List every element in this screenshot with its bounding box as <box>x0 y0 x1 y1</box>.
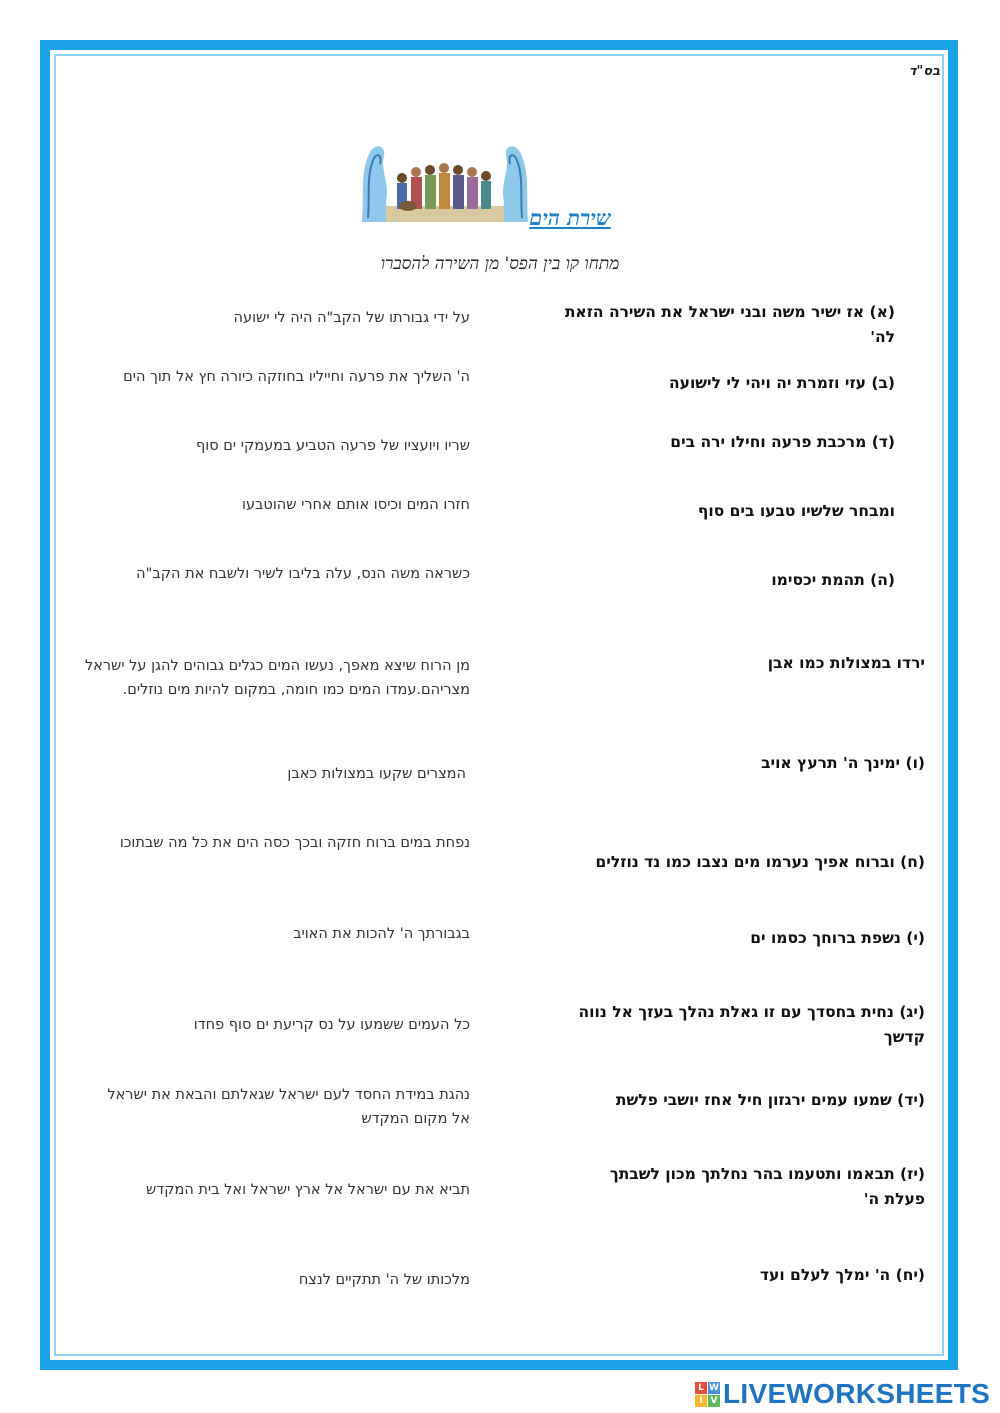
verse-13[interactable]: (יח) ה' ימלך לעלם ועד <box>759 1266 925 1284</box>
explanation-1[interactable]: על ידי גבורתו של הקב"ה היה לי ישועה <box>233 310 470 326</box>
verse-12[interactable]: (יז) תבאמו ותטעמו בהר נחלתך מכון לשבתך פעלת ה' <box>609 1165 925 1208</box>
page-border-inner <box>54 54 944 1356</box>
verse-8[interactable]: (ח) וברוח אפיך נערמו מים נצבו כמו נד נוזלים <box>595 853 925 871</box>
explanation-10[interactable]: כל העמים ששמעו על נס קריעת ים סוף פחדו <box>193 1017 470 1033</box>
worksheet-title: שירת הים <box>529 205 611 230</box>
verse-11[interactable]: (יד) שמעו עמים ירגזון חיל אחז יושבי פלשת <box>615 1091 925 1109</box>
explanation-8[interactable]: נפחת במים ברוח חזקה ובכך כסה הים את כל מה שבתוכו <box>119 835 470 851</box>
verse-2[interactable]: (ב) עזי וזמרת יה ויהי לי לישועה <box>669 374 895 392</box>
explanation-2[interactable]: ה' השליך את פרעה וחייליו בחוזקה כיורה חץ אל תוך הים <box>123 369 470 385</box>
verse-9[interactable]: (י) נשפת ברוחך כסמו ים <box>750 929 925 947</box>
verse-6[interactable]: ירדו במצולות כמו אבן <box>767 654 925 672</box>
explanation-7[interactable]: המצרים שקעו במצולות כאבן <box>287 766 466 782</box>
verse-7[interactable]: (ו) ימינך ה' תרעץ אויב <box>761 754 925 772</box>
liveworksheets-icon <box>695 1382 720 1407</box>
explanation-12[interactable]: תביא את עם ישראל אל ארץ ישראל ואל בית המקדש <box>146 1182 470 1198</box>
explanation-5[interactable]: כשראה משה הנס, עלה בליבו לשיר ולשבח את הקב"ה <box>136 566 470 582</box>
explanation-4[interactable]: חזרו המים וכיסו אותם אחרי שהוטבעו <box>242 497 470 513</box>
verse-4[interactable]: ומבחר שלשיו טבעו בים סוף <box>697 502 895 520</box>
verse-10[interactable]: (יג) נחית בחסדך עם זו גאלת נהלך בעזך אל נווה קדשך <box>578 1003 925 1046</box>
verse-5[interactable]: (ה) תהמת יכסימו <box>771 571 895 589</box>
logo-letter-i: I <box>695 1395 707 1407</box>
liveworksheets-logo[interactable] <box>695 1377 990 1411</box>
verse-1[interactable]: (א) אז ישיר משה ובני ישראל את השירה הזאת לה' <box>564 303 895 346</box>
brand-name: LIVEWORKSHEETS <box>723 1378 991 1409</box>
explanation-13[interactable]: מלכותו של ה' תתקיים לנצח <box>298 1272 470 1288</box>
instruction-text: מתחו קו בין הפס' מן השירה להסברו <box>380 254 620 274</box>
logo-letter-w: W <box>709 1382 719 1393</box>
logo-letter-v: V <box>708 1395 720 1407</box>
explanation-6[interactable]: מן הרוח שיצא מאפך, נעשו המים כגלים גבוהים להגן על ישראל מצריהם.עמדו המים כמו חומה, במקום להיות מים נוזלים. <box>84 658 470 698</box>
verse-3[interactable]: (ד) מרכבת פרעה וחילו ירה בים <box>670 433 895 451</box>
explanation-3[interactable]: שריו ויועציו של פרעה הטביע במעמקי ים סוף <box>196 438 470 454</box>
explanation-11[interactable]: נהגת במידת החסד לעם ישראל שגאלתם והבאת את ישראל אל מקום המקדש <box>107 1087 470 1127</box>
bsd-header: בס"ד <box>908 64 940 79</box>
explanation-9[interactable]: בגבורתך ה' להכות את האויב <box>293 926 470 942</box>
logo-letter-l: L <box>695 1382 707 1394</box>
